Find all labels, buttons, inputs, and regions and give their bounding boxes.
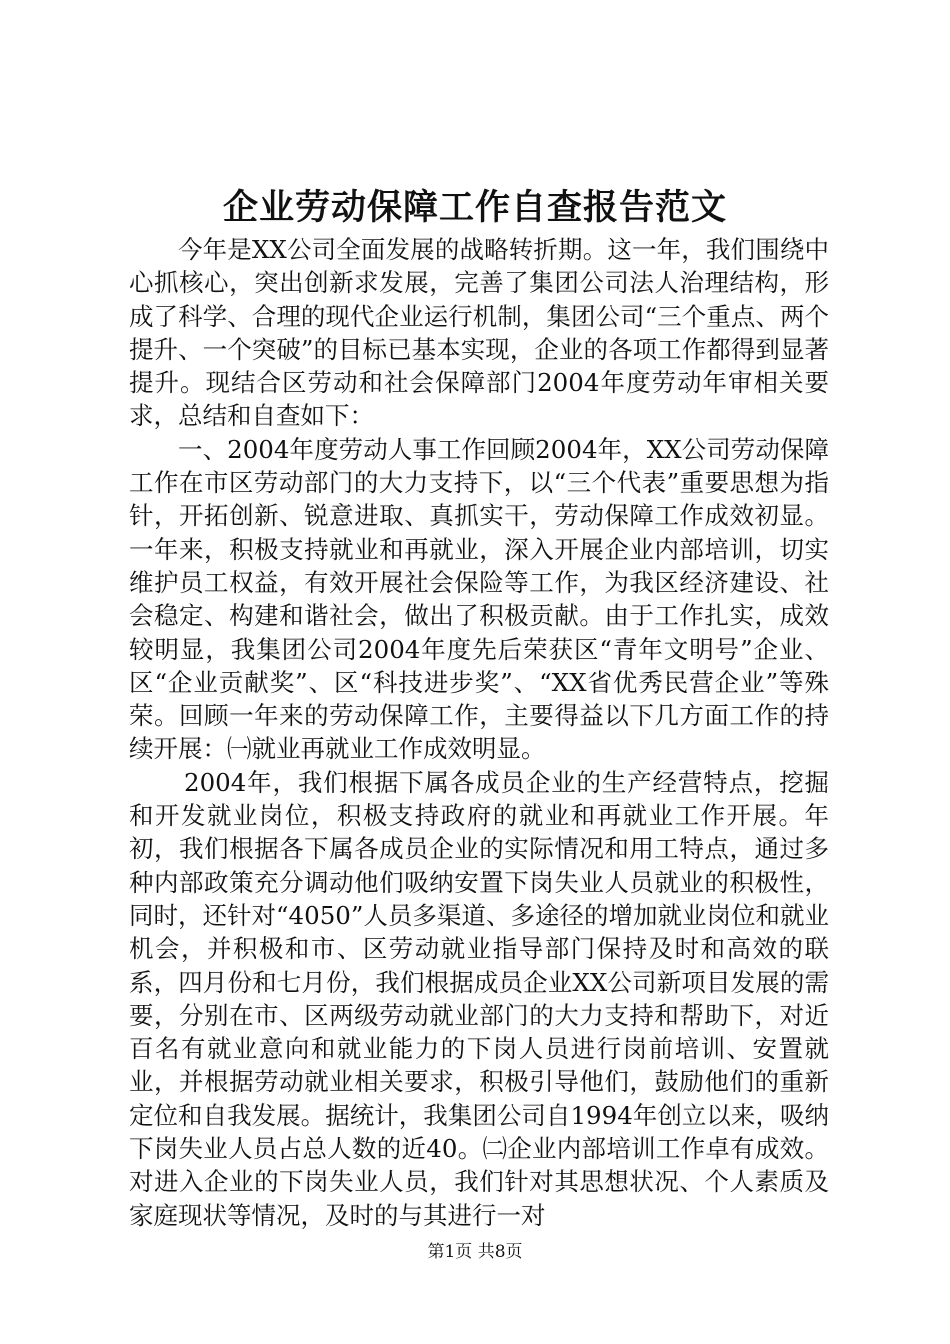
paragraph-intro: 今年是XX公司全面发展的战略转折期。这一年，我们围绕中心抓核心，突出创新求发展，完善了集团公司法人治理结构，形成了科学、合理的现代企业运行机制，集团公司“三个重点、两个提升、一个突破”的目标已基本实现，企业的各项工作都得到显著提升。现结合区劳动和社会保障部门2004年度劳动年审相关要求，总结和自查如下：: [129, 235, 829, 431]
page-footer: 第1页 共8页: [427, 1242, 523, 1262]
paragraph-employment: 2004年，我们根据下属各成员企业的生产经营特点，挖掘和开发就业岗位，积极支持政府的就业和再就业工作开展。年初，我们根据各下属各成员企业的实际情况和用工特点，通过多种内部政策充分调动他们吸纳安置下岗失业人员就业的积极性，同时，还针对“4050”人员多渠道、多途径的增加就业岗位和就业机会，并积极和市、区劳动就业指导部门保持及时和高效的联系，四月份和七月份，我们根据成员企业XX公司新项目发展的需要，分别在市、区两级劳动就业部门的大力支持和帮助下，对近百名有就业意向和就业能力的下岗人员进行岗前培训、安置就业，并根据劳动就业相关要求，积极引导他们，鼓励他们的重新定位和自我发展。据统计，我集团公司自1994年创立以来，吸纳下岗失业人员占总人数的近40。㈡企业内部培训工作卓有成效。对进入企业的下岗失业人员，我们针对其思想状况、个人素质及家庭现状等情况，及时的与其进行一对: [129, 767, 829, 1230]
paragraph-review: 一、2004年度劳动人事工作回顾2004年，XX公司劳动保障工作在市区劳动部门的大力支持下，以“三个代表”重要思想为指针，开拓创新、锐意进取、真抓实干，劳动保障工作成效初显。一年来，积极支持就业和再就业，深入开展企业内部培训，切实维护员工权益，有效开展社会保险等工作，为我区经济建设、社会稳定、构建和谐社会，做出了积极贡献。由于工作扎实，成效较明显，我集团公司2004年度先后荣获区“青年文明号”企业、区“企业贡献奖”、区“科技进步奖”、“XX省优秀民营企业”等殊荣。回顾一年来的劳动保障工作，主要得益以下几方面工作的持续开展：㈠就业再就业工作成效明显。: [129, 434, 829, 764]
document-body: [129, 233, 829, 1232]
page-title: 企业劳动保障工作自查报告范文: [222, 187, 727, 228]
